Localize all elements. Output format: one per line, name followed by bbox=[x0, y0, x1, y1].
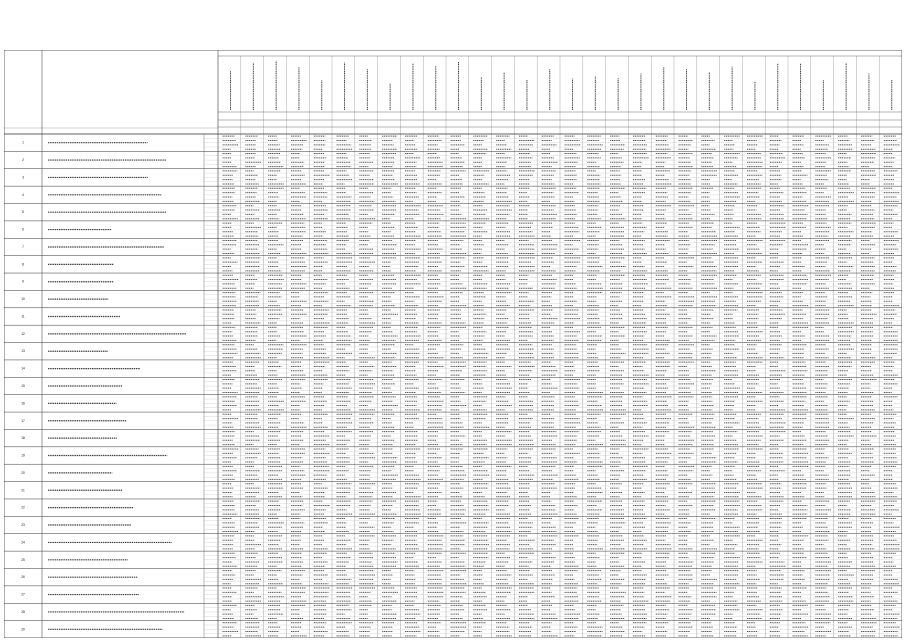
row-number: 29 bbox=[21, 627, 25, 632]
table-labels bbox=[21, 141, 25, 632]
row-number: 1 bbox=[22, 140, 24, 145]
row-number: 14 bbox=[21, 366, 25, 371]
row-number: 16 bbox=[21, 401, 25, 406]
row-number: 6 bbox=[22, 227, 24, 232]
row-number: 2 bbox=[22, 158, 24, 163]
row-number: 28 bbox=[21, 609, 25, 614]
row-number: 19 bbox=[21, 453, 25, 458]
row-number: 8 bbox=[22, 262, 24, 267]
row-number: 9 bbox=[22, 279, 24, 284]
row-number: 13 bbox=[21, 349, 25, 354]
row-number: 12 bbox=[21, 331, 25, 336]
table-grid bbox=[4, 50, 902, 638]
row-number: 26 bbox=[21, 575, 25, 580]
row-number: 4 bbox=[22, 192, 24, 197]
data-table bbox=[4, 50, 902, 638]
row-number: 7 bbox=[22, 244, 24, 249]
row-number: 27 bbox=[21, 592, 25, 597]
row-number: 25 bbox=[21, 557, 25, 562]
row-number: 20 bbox=[21, 470, 25, 475]
row-number: 3 bbox=[22, 175, 24, 180]
row-number: 23 bbox=[21, 523, 25, 528]
row-number: 24 bbox=[21, 540, 25, 545]
row-number: 11 bbox=[21, 314, 25, 319]
row-number: 22 bbox=[21, 505, 25, 510]
row-number: 17 bbox=[21, 418, 25, 423]
row-number: 21 bbox=[21, 488, 25, 493]
row-number: 15 bbox=[21, 384, 25, 388]
row-number: 18 bbox=[21, 436, 25, 441]
row-number: 10 bbox=[21, 297, 25, 302]
row-number: 5 bbox=[22, 210, 24, 215]
